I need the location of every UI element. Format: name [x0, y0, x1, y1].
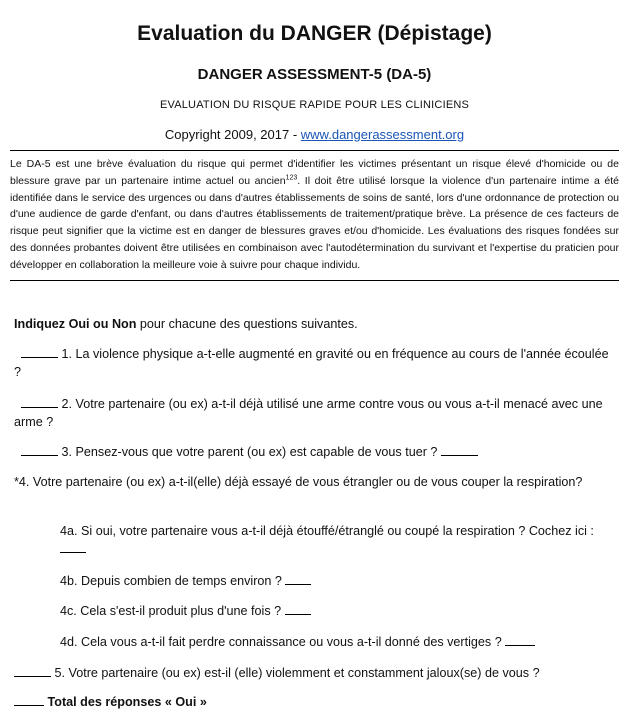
total-yes-label: Total des réponses « Oui » [47, 695, 207, 709]
question-4d [60, 633, 616, 651]
question-4c [60, 602, 616, 620]
answer-blank-3-end[interactable] [441, 443, 478, 456]
instructions [14, 315, 614, 333]
answer-blank-3[interactable] [21, 443, 58, 456]
intro-paragraph [10, 150, 619, 281]
intro-text-1: Le DA-5 est une brève évaluation du risque qui permet d'identifier les victimes présentant un risque élevé d'homicide ou de blessure grave par un partenaire intime actuel ou ancien [10, 158, 619, 187]
copyright-line [0, 127, 629, 142]
question-4-text: *4. Votre partenaire (ou ex) a-t-il(elle) déjà essayé de vous étrangler ou de vous couper la respiration? [14, 475, 583, 489]
question-3 [14, 443, 614, 461]
question-4c-text: 4c. Cela s'est-il produit plus d'une fois ? [60, 604, 282, 618]
question-1 [14, 345, 614, 381]
instructions-rest: pour chacune des questions suivantes. [136, 317, 358, 331]
website-link[interactable]: www.dangerassessment.org [300, 127, 465, 142]
question-2 [14, 395, 614, 431]
answer-blank-4b[interactable] [285, 572, 311, 585]
question-4b [60, 572, 616, 590]
question-4a-text: 4a. Si oui, votre partenaire vous a-t-il déjà étouffé/étranglé ou coupé la respiration ? Cochez ici : [60, 524, 594, 538]
question-1-text: 1. La violence physique a-t-elle augmenté en gravité ou en fréquence au cours de l'année écoulée ? [14, 347, 609, 379]
answer-blank-5[interactable] [14, 664, 51, 677]
answer-blank-4d[interactable] [505, 633, 535, 646]
question-4a [60, 522, 616, 558]
answer-blank-4c[interactable] [285, 602, 311, 615]
question-4 [14, 473, 614, 491]
page-title: Evaluation du DANGER (Dépistage) [137, 22, 492, 45]
intro-text-2: . Il doit être utilisé lorsque la violence d'un partenaire intime a été identifiée dans le service des urgences ou dans d'autres établissements de soins de santé, lors d'une ordonnance de protection ou d'une audience de garde d'enfant, ou dans d'autres établissements de traitement/pratique brève. La présence de ces facteurs de risque peut signifier que la victime est en danger de blessures graves et/ou d'homicide. Les évaluations des risques fondées sur des données probantes doivent être utilisées en combinaison avec l'autodétermination du survivant et l'expertise du praticien pour développer en collaboration la meilleure voie à suivre pour chaque individu. [10, 174, 619, 271]
question-5 [14, 664, 614, 682]
copyright-text: Copyright 2009, 2017 - [164, 127, 301, 142]
page-subtitle: DANGER ASSESSMENT-5 (DA-5) [197, 66, 432, 83]
answer-blank-1[interactable] [21, 345, 58, 358]
question-4d-text: 4d. Cela vous a-t-il fait perdre connaissance ou vous a-t-il donné des vertiges ? [60, 635, 502, 649]
question-4b-text: 4b. Depuis combien de temps environ ? [60, 574, 282, 588]
caps-subheading: EVALUATION DU RISQUE RAPIDE POUR LES CLINICIENS [159, 99, 470, 111]
answer-blank-4a[interactable] [60, 540, 86, 553]
question-2-text: 2. Votre partenaire (ou ex) a-t-il déjà utilisé une arme contre vous ou vous a-t-il menacé avec une arme ? [14, 397, 603, 429]
total-yes-line [14, 693, 614, 711]
question-5-text: 5. Votre partenaire (ou ex) est-il (elle) violemment et constamment jaloux(se) de vous ? [54, 666, 540, 680]
intro-footnote-ref: 123 [285, 174, 298, 182]
instructions-bold: Indiquez Oui ou Non [14, 317, 137, 331]
answer-blank-2[interactable] [21, 395, 58, 408]
question-3-text: 3. Pensez-vous que votre parent (ou ex) est capable de vous tuer ? [61, 445, 438, 459]
total-yes-blank[interactable] [14, 693, 44, 706]
